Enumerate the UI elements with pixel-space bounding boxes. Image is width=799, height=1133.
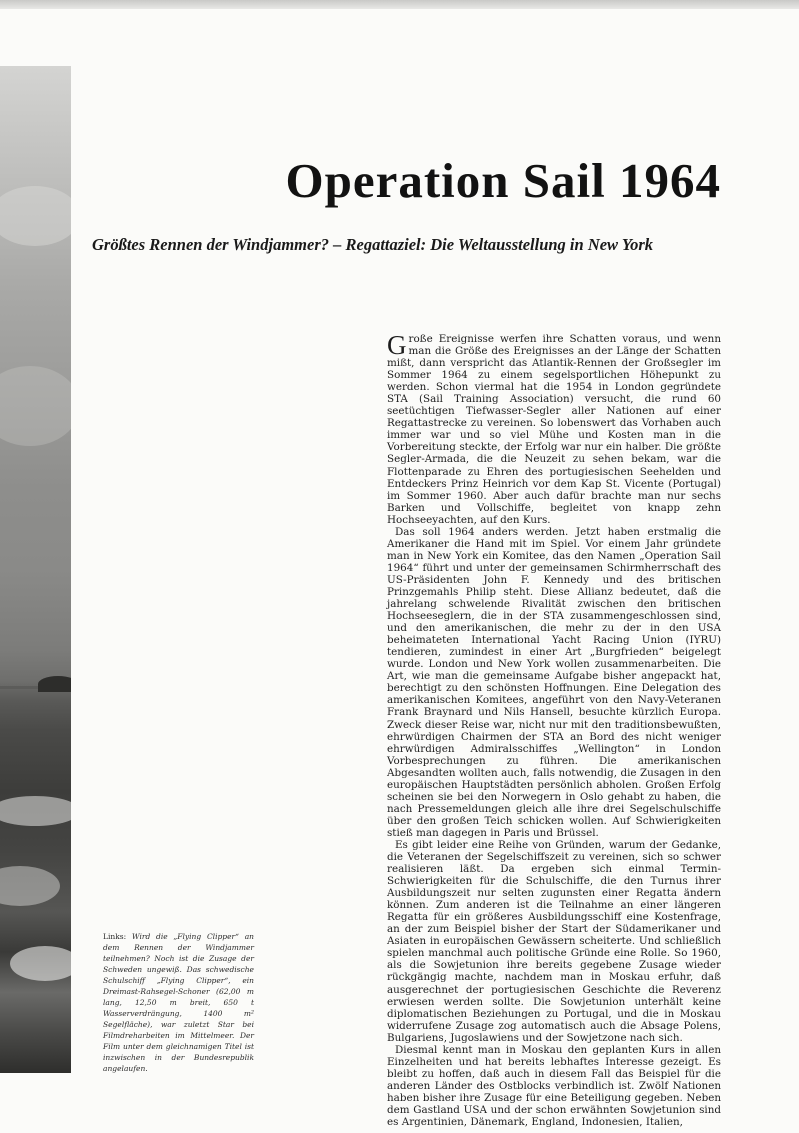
body-paragraph (387, 330, 721, 526)
page-top-edge (0, 0, 799, 9)
article-title: Operation Sail 1964 (285, 153, 721, 208)
sailing-ship-photo (0, 66, 71, 1073)
caption-text: Wird die „Flying Clipper“ an dem Rennen der Windjammer teilnehmen? Noch ist die Zusage der Schweden ungewiß. Das schwedische Schulschiff „Flying Clipper“, ein Dreimast-Rahsegel-Schoner (62,00 m lang, 12,50 m breit, 650 t Wasserverdrängung, 1400 m² Segelfläche), war zuletzt Star bei Filmdreharbeiten im Mittelmeer. Der Film unter dem gleichnamigen Titel ist inzwischen in der Bundesrepublik angelaufen. (103, 932, 254, 1073)
photo-caption (103, 931, 254, 1074)
paragraph-text: roße Ereignisse werfen ihre Schatten voraus, und wenn man die Größe des Ereignisses an der Länge der Schatten mißt, dann verspricht das Atlantik-Rennen der Großsegler im Sommer 1964 zu einem segelsportlichen Höhepunkt zu werden. Schon viermal hat die 1954 in London gegründete STA (Sail Training Association) versucht, die rund 60 seetüchtigen Tiefwasser-Segler aller Nationen auf einer Regattastrecke zu vereinen. So lobenswert das Vorhaben auch immer war und so viel Mühe und Kosten man in die Vorbereitung steckte, der Erfolg war nur ein halber. Die größte Segler-Armada, die die Neuzeit zu sehen bekam, war die Flottenparade zu Ehren des portugiesischen Seehelden und Entdeckers Prinz Heinrich vor dem Kap St. Vicente (Portugal) im Sommer 1960. Aber auch dafür brachte man nur sechs Barken und Vollschiffe, begleitet von knapp zehn Hochseeyachten, auf den Kurs. (387, 333, 721, 526)
photo-wave (0, 866, 60, 906)
body-paragraph: Das soll 1964 anders werden. Jetzt haben erstmalig die Amerikaner die Hand mit im Spiel. Vor einem Jahr gründete man in New York ein Komitee, das den Namen „Operation Sail 1964“ führt und unter der gemeinsamen Schirmherrschaft des US-Präsidenten John F. Kennedy und des britischen Prinzgemahls Philip steht. Diese Allianz bedeutet, daß die jahrelang schwelende Rivalität zwischen den britischen Hochseeseglern, die in der STA zusammengeschlossen sind, und den amerikanischen, die mehr zu der in den USA beheimateten International Yacht Racing Union (IYRU) tendieren, zumindest in einer Art „Burgfrieden“ beigelegt wurde. London und New York wollen zusammenarbeiten. Die Art, wie man die gemeinsame Aufgabe bisher angepackt hat, berechtigt zu den schönsten Hoffnungen. Eine Delegation des amerikanischen Komitees, angeführt von den Navy-Veteranen Frank Braynard und Nils Hansell, besuchte kürzlich Europa. Zweck dieser Reise war, nicht nur mit den traditionsbewußten, ehrwürdigen Chairmen der STA an Bord des nicht weniger ehrwürdigen Admiralsschiffes „Wellington“ in London Vorbesprechungen zu führen. Die amerikanischen Abgesandten wollten auch, falls notwendig, die Zusagen in den europäischen Hauptstädten persönlich abholen. Großen Erfolg scheinen sie bei den Norwegern in Oslo gehabt zu haben, die nach Pressemeldungen gleich alle ihre drei Segelschulschiffe über den großen Teich schicken wollen. Auf Schwierigkeiten stieß man dagegen in Paris und Brüssel. (387, 525, 721, 839)
photo-cloud (0, 366, 71, 446)
caption-lead: Links: (103, 932, 127, 941)
photo-wave (10, 946, 71, 981)
body-paragraph: Diesmal kennt man in Moskau den geplanten Kurs in allen Einzelheiten und hat bereits lebhaftes Interesse gezeigt. Es bleibt zu hoffen, daß auch in diesem Fall das Beispiel für die anderen Länder des Ostblocks verbindlich ist. Zwölf Nationen haben bisher ihre Zusage für eine Beteiligung gegeben. Neben dem Gastland USA und der schon erwähnten Sowjetunion sind es Argentinien, Dänemark, England, Indonesien, Italien, (387, 1043, 721, 1129)
photo-cloud (0, 186, 71, 246)
body-paragraph: Es gibt leider eine Reihe von Gründen, warum der Gedanke, die Veteranen der Segelschiffszeit zu vereinen, sich so schwer realisieren läßt. Da ergeben sich einmal Termin-Schwierigkeiten für die Schulschiffe, die den Turnus ihrer Ausbildungszeit nur selten zugunsten einer Regatta ändern können. Zum anderen ist die Teilnahme an einer längeren Regatta für ein größeres Ausbildungsschiff eine Kostenfrage, an der zum Beispiel bisher der Start der Südamerikaner und Asiaten in europäischen Gewässern scheiterte. Und schließlich spielen manchmal auch politische Gründe eine Rolle. So 1960, als die Sowjetunion ihre bereits gegebene Zusage wieder rückgängig machte, nachdem man in Moskau erfuhr, daß ausgerechnet der portugiesischen Geschichte die Reverenz erwiesen werden sollte. Die Sowjetunion unterhält keine diplomatischen Beziehungen zu Portugal, und die in Moskau widerrufene Zusage zog automatisch auch die Absage Polens, Bulgariens, Jugoslawiens und der Sowjetzone nach sich. (387, 838, 721, 1044)
article-subtitle: Größtes Rennen der Windjammer? – Regattaziel: Die Weltausstellung in New York (92, 235, 654, 254)
drop-cap: G (387, 330, 407, 360)
photo-wave (0, 796, 71, 826)
photo-island (38, 676, 71, 692)
article-body (387, 330, 721, 1129)
